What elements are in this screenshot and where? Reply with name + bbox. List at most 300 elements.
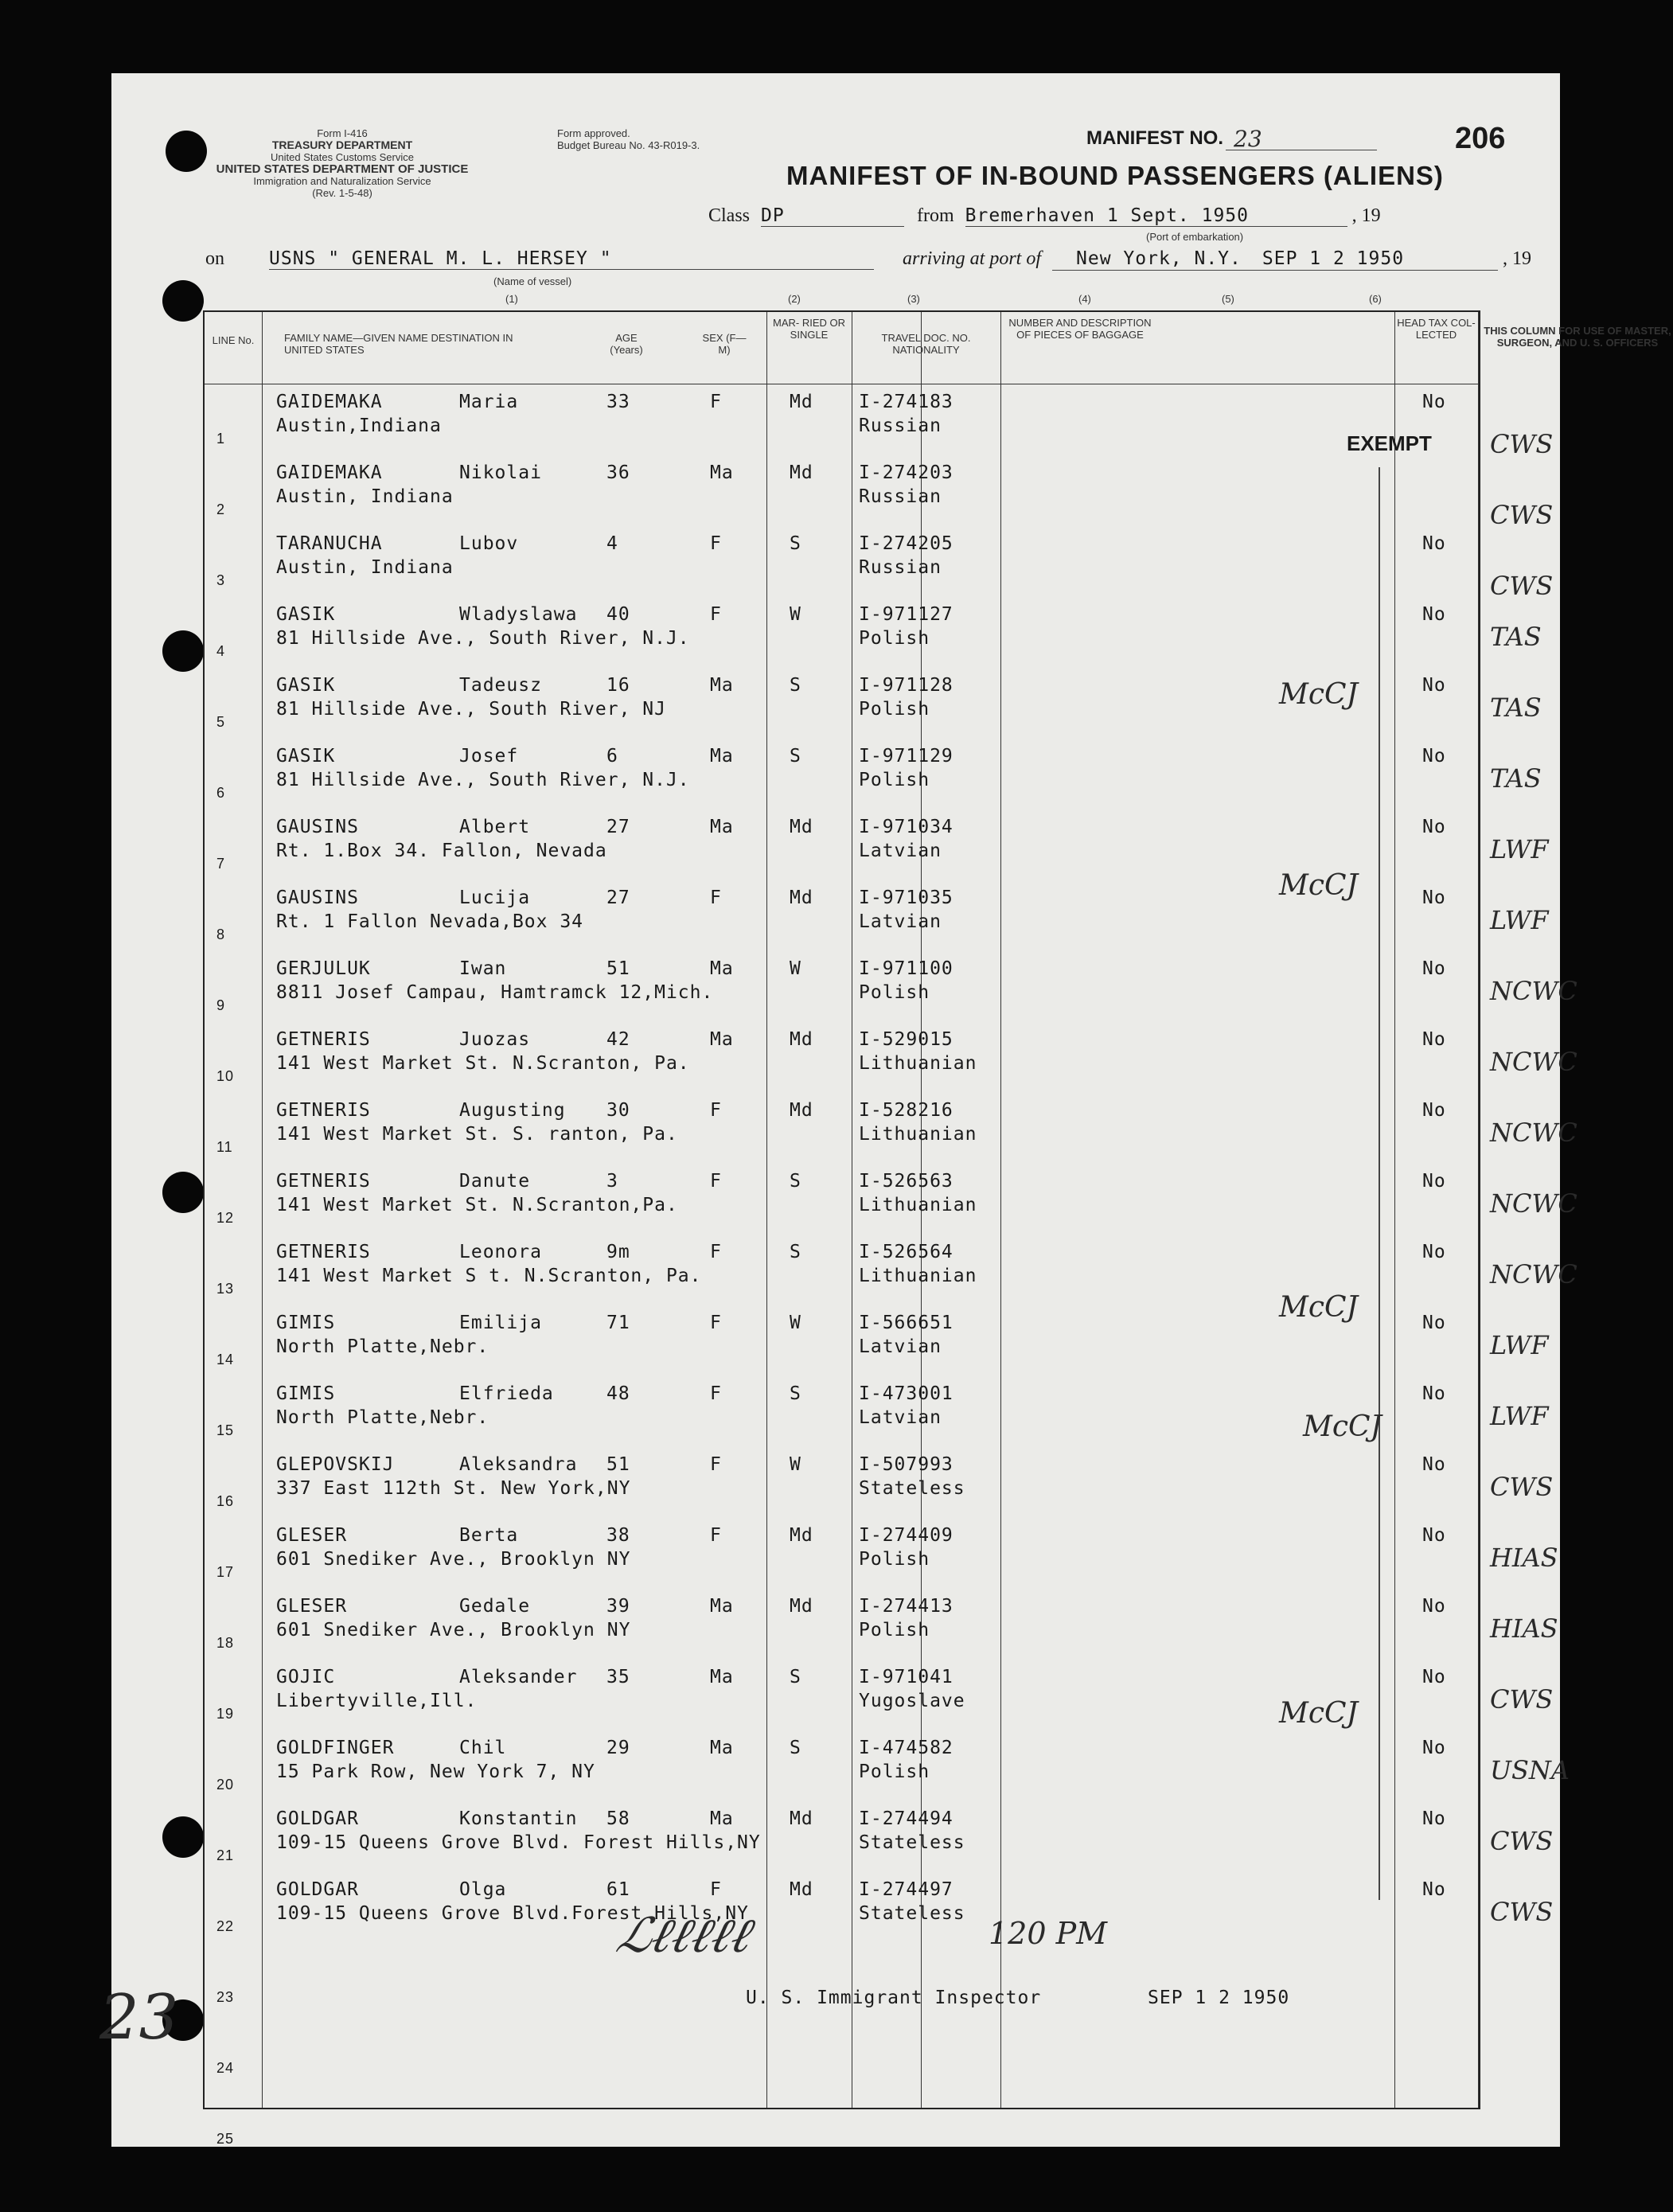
line-number: 19 <box>216 1706 235 1722</box>
agency-note: CWS <box>1490 1897 1554 1927</box>
sex: F <box>710 392 722 412</box>
age: 6 <box>606 746 618 767</box>
agency-note: CWS <box>1490 571 1554 601</box>
agency-note: NCWC <box>1490 1047 1577 1077</box>
age: 33 <box>606 392 630 412</box>
arrival-year-suffix: , 19 <box>1503 248 1532 269</box>
table-row <box>205 2085 1478 2156</box>
exempt-stamp: EXEMPT <box>1347 431 1432 455</box>
marital-status: Md <box>790 1808 813 1829</box>
destination: North Platte,Nebr. <box>276 1407 489 1428</box>
col-header-officers: THIS COLUMN FOR USE OF MASTER, SURGEON, AND U. S. OFFICERS <box>1484 325 1671 349</box>
nationality: Polish <box>859 1549 930 1570</box>
col-number: (4) <box>1078 293 1091 305</box>
age: 30 <box>606 1100 630 1121</box>
given-name: Danute <box>459 1171 531 1192</box>
destination: Austin, Indiana <box>276 557 454 578</box>
travel-doc-number: I-474582 <box>859 1738 953 1758</box>
agency-note: CWS <box>1490 1684 1554 1715</box>
head-tax: No <box>1422 1879 1446 1900</box>
line-number: 4 <box>216 643 226 659</box>
given-name: Albert <box>459 817 531 837</box>
sex: Ma <box>710 1738 734 1758</box>
nationality: Russian <box>859 486 942 507</box>
destination: 15 Park Row, New York 7, NY <box>276 1761 595 1782</box>
marital-status: Md <box>790 1100 813 1121</box>
nationality: Lithuanian <box>859 1053 977 1074</box>
sex: F <box>710 1313 722 1333</box>
sex: Ma <box>710 1596 734 1617</box>
head-tax: No <box>1422 1029 1446 1050</box>
marital-status: Md <box>790 462 813 483</box>
family-name: GIMIS <box>276 1383 336 1404</box>
age: 36 <box>606 462 630 483</box>
nationality: Lithuanian <box>859 1266 977 1286</box>
mccj-note: McCJ <box>1279 1697 1358 1730</box>
sex: Ma <box>710 1808 734 1829</box>
agency-note: NCWC <box>1490 1188 1577 1219</box>
marital-status: W <box>790 1454 801 1475</box>
travel-doc-number: I-566651 <box>859 1313 953 1333</box>
marital-status: S <box>790 1667 801 1687</box>
marital-status: S <box>790 1738 801 1758</box>
travel-doc-number: I-971100 <box>859 958 953 979</box>
table-row <box>205 1094 1577 1165</box>
given-name: Lucija <box>459 888 531 908</box>
head-tax: No <box>1422 1525 1446 1546</box>
family-name: GAIDEMAKA <box>276 392 383 412</box>
destination: Austin,Indiana <box>276 415 442 436</box>
line-number: 23 <box>216 1989 235 2005</box>
given-name: Wladyslawa <box>459 604 578 625</box>
destination: 81 Hillside Ave., South River, N.J. <box>276 628 690 649</box>
line-number: 2 <box>216 501 226 517</box>
destination: 81 Hillside Ave., South River, NJ <box>276 699 666 720</box>
destination: 337 East 112th St. New York,NY <box>276 1478 631 1499</box>
travel-doc-number: I-971041 <box>859 1667 953 1687</box>
port-embark-label: (Port of embarkation) <box>1146 231 1244 243</box>
given-name: Tadeusz <box>459 675 542 696</box>
travel-doc-number: I-971129 <box>859 746 953 767</box>
table-row <box>205 1165 1577 1235</box>
age: 71 <box>606 1313 630 1333</box>
col-number: (3) <box>907 293 920 305</box>
marital-status: Md <box>790 1596 813 1617</box>
table-row <box>205 2015 1478 2085</box>
marital-status: Md <box>790 1879 813 1900</box>
family-name: GAIDEMAKA <box>276 462 383 483</box>
manifest-number-value: 23 <box>1234 126 1262 152</box>
sex: F <box>710 533 722 554</box>
travel-doc-number: I-526564 <box>859 1242 953 1262</box>
head-tax: No <box>1422 392 1446 412</box>
head-tax: No <box>1422 1667 1446 1687</box>
ins-service: Immigration and Naturalization Service <box>253 175 431 187</box>
agency-note: HIAS <box>1490 1613 1558 1644</box>
line-number: 13 <box>216 1281 235 1297</box>
table-row <box>205 598 1542 669</box>
given-name: Konstantin <box>459 1808 578 1829</box>
arriving-label: arriving at port of <box>903 248 1042 269</box>
given-name: Juozas <box>459 1029 531 1050</box>
family-name: GASIK <box>276 604 336 625</box>
line-number: 18 <box>216 1635 235 1651</box>
sex: F <box>710 1383 722 1404</box>
travel-doc-number: I-274205 <box>859 533 953 554</box>
family-name: GASIK <box>276 746 336 767</box>
head-tax: No <box>1422 533 1446 554</box>
sex: Ma <box>710 746 734 767</box>
age: 51 <box>606 1454 630 1475</box>
sex: Ma <box>710 958 734 979</box>
age: 42 <box>606 1029 630 1050</box>
manifest-number-field <box>1226 126 1377 150</box>
class-label: Class <box>708 205 751 226</box>
from-value: Bremerhaven 1 Sept. 1950 <box>965 205 1347 227</box>
marital-status: S <box>790 746 801 767</box>
destination: 141 West Market St. S. ranton, Pa. <box>276 1124 678 1145</box>
destination: 141 West Market St. N.Scranton,Pa. <box>276 1195 678 1215</box>
budget-bureau-text: Budget Bureau No. 43-R019-3. <box>557 139 700 151</box>
family-name: GOLDFINGER <box>276 1738 395 1758</box>
table-row <box>205 1873 1554 1944</box>
vessel-label: (Name of vessel) <box>493 275 572 287</box>
sex: F <box>710 1242 722 1262</box>
manifest-number-label: MANIFEST NO. <box>1086 127 1223 149</box>
family-name: GLESER <box>276 1596 348 1617</box>
head-tax: No <box>1422 1383 1446 1404</box>
nationality: Stateless <box>859 1832 965 1853</box>
marital-status: S <box>790 675 801 696</box>
age: 9m <box>606 1242 630 1262</box>
year-suffix: , 19 <box>1351 205 1381 226</box>
line-number: 12 <box>216 1210 235 1226</box>
vessel-line <box>205 248 1531 271</box>
family-name: GETNERIS <box>276 1100 371 1121</box>
time-note: 120 PM <box>989 1916 1108 1951</box>
sex: F <box>710 604 722 625</box>
sex: F <box>710 1879 722 1900</box>
arrival-port: New York, N.Y. <box>1076 248 1242 269</box>
line-number: 9 <box>216 997 226 1013</box>
line-number: 6 <box>216 785 226 801</box>
sex: Ma <box>710 462 734 483</box>
head-tax: No <box>1422 1454 1446 1475</box>
agency-note: USNA <box>1490 1755 1570 1785</box>
destination: Rt. 1 Fallon Nevada,Box 34 <box>276 911 584 932</box>
head-tax: No <box>1422 1738 1446 1758</box>
table-row <box>205 1023 1577 1094</box>
agency-note: CWS <box>1490 1472 1554 1502</box>
inspector-date-stamp: SEP 1 2 1950 <box>1148 1988 1290 2008</box>
given-name: Olga <box>459 1879 507 1900</box>
travel-doc-number: I-274183 <box>859 392 953 412</box>
travel-doc-number: I-507993 <box>859 1454 953 1475</box>
line-number: 3 <box>216 572 226 588</box>
head-tax: No <box>1422 1313 1446 1333</box>
given-name: Aleksander <box>459 1667 578 1687</box>
col-header-line: LINE No. <box>212 334 255 346</box>
sex: F <box>710 1454 722 1475</box>
family-name: GASIK <box>276 675 336 696</box>
class-line <box>708 205 1381 227</box>
table-row <box>205 1377 1549 1448</box>
family-name: GLESER <box>276 1525 348 1546</box>
binder-hole <box>162 1816 204 1858</box>
mccj-note: McCJ <box>1303 1410 1382 1443</box>
marital-status: W <box>790 958 801 979</box>
destination: 601 Snediker Ave., Brooklyn NY <box>276 1620 631 1640</box>
agency-note: TAS <box>1490 763 1542 794</box>
line-number: 5 <box>216 714 226 730</box>
sex: F <box>710 1100 722 1121</box>
given-name: Emilija <box>459 1313 542 1333</box>
form-dept-block <box>199 127 486 199</box>
family-name: GERJULUK <box>276 958 371 979</box>
age: 29 <box>606 1738 630 1758</box>
inspector-signature: ℒℓℓℓℓℓ <box>610 1908 760 1964</box>
col-header-sex: SEX (F—M) <box>702 332 747 356</box>
marital-status: Md <box>790 392 813 412</box>
nationality: Latvian <box>859 1407 942 1428</box>
age: 39 <box>606 1596 630 1617</box>
line-number: 25 <box>216 2131 235 2147</box>
destination: Libertyville,Ill. <box>276 1691 478 1711</box>
destination: North Platte,Nebr. <box>276 1336 489 1357</box>
agency-note: NCWC <box>1490 1118 1577 1148</box>
line-number: 8 <box>216 927 226 942</box>
col-number: (5) <box>1222 293 1234 305</box>
marital-status: S <box>790 1242 801 1262</box>
travel-doc-number: I-274203 <box>859 462 953 483</box>
family-name: GETNERIS <box>276 1171 371 1192</box>
agency-note: LWF <box>1490 1330 1549 1360</box>
head-tax: No <box>1422 958 1446 979</box>
travel-doc-number: I-473001 <box>859 1383 953 1404</box>
line-number: 1 <box>216 431 226 447</box>
table-row <box>205 739 1542 810</box>
form-number: Form I-416 <box>317 127 368 139</box>
mccj-note: McCJ <box>1279 869 1358 902</box>
travel-doc-number: I-971128 <box>859 675 953 696</box>
class-value: DP <box>761 205 904 227</box>
sex: Ma <box>710 1029 734 1050</box>
age: 27 <box>606 817 630 837</box>
age: 27 <box>606 888 630 908</box>
nationality: Latvian <box>859 841 942 861</box>
col-number: (1) <box>505 293 518 305</box>
line-number: 16 <box>216 1493 235 1509</box>
manifest-title: MANIFEST OF IN-BOUND PASSENGERS (ALIENS) <box>786 161 1444 190</box>
marital-status: S <box>790 1383 801 1404</box>
binder-hole <box>162 1172 204 1213</box>
travel-doc-number: I-971127 <box>859 604 953 625</box>
family-name: GETNERIS <box>276 1242 371 1262</box>
family-name: TARANUCHA <box>276 533 383 554</box>
nationality: Latvian <box>859 911 942 932</box>
line-number: 11 <box>216 1139 233 1155</box>
marital-status: Md <box>790 1525 813 1546</box>
given-name: Leonora <box>459 1242 542 1262</box>
age: 38 <box>606 1525 630 1546</box>
sex: Ma <box>710 817 734 837</box>
travel-doc-number: I-526563 <box>859 1171 953 1192</box>
nationality: Russian <box>859 415 942 436</box>
travel-doc-number: I-971034 <box>859 817 953 837</box>
head-tax: No <box>1422 604 1446 625</box>
marital-status: W <box>790 1313 801 1333</box>
line-number: 10 <box>216 1068 235 1084</box>
line-number: 22 <box>216 1918 235 1934</box>
given-name: Lubov <box>459 533 519 554</box>
sex: Ma <box>710 675 734 696</box>
sex: F <box>710 1171 722 1192</box>
col-number: (6) <box>1369 293 1382 305</box>
age: 3 <box>606 1171 618 1192</box>
head-tax: No <box>1422 1808 1446 1829</box>
table-row <box>205 1731 1570 1802</box>
approval-text: Form approved. <box>557 127 630 139</box>
justice-dept: UNITED STATES DEPARTMENT OF JUSTICE <box>216 162 469 176</box>
table-row <box>205 1590 1558 1660</box>
agency-note: NCWC <box>1490 1259 1577 1289</box>
family-name: GETNERIS <box>276 1029 371 1050</box>
given-name: Maria <box>459 392 519 412</box>
head-tax: No <box>1422 1242 1446 1262</box>
agency-note: CWS <box>1490 429 1554 459</box>
line-number: 7 <box>216 856 226 872</box>
family-name: GOJIC <box>276 1667 336 1687</box>
travel-doc-number: I-971035 <box>859 888 953 908</box>
customs-service: United States Customs Service <box>271 151 414 163</box>
agency-note: NCWC <box>1490 976 1577 1006</box>
nationality: Polish <box>859 770 930 790</box>
age: 40 <box>606 604 630 625</box>
nationality: Latvian <box>859 1336 942 1357</box>
travel-doc-number: I-274409 <box>859 1525 953 1546</box>
table-row <box>205 952 1577 1023</box>
table-row <box>205 1519 1558 1590</box>
family-name: GOLDGAR <box>276 1808 359 1829</box>
marital-status: W <box>790 604 801 625</box>
head-tax: No <box>1422 1171 1446 1192</box>
head-tax: No <box>1422 1100 1446 1121</box>
age: 4 <box>606 533 618 554</box>
on-label: on <box>205 248 224 269</box>
agency-note: CWS <box>1490 500 1554 530</box>
sex: F <box>710 1525 722 1546</box>
given-name: Aleksandra <box>459 1454 578 1475</box>
mccj-note: McCJ <box>1279 1291 1358 1324</box>
table-row <box>205 456 1554 530</box>
travel-doc-number: I-528216 <box>859 1100 953 1121</box>
age: 16 <box>606 675 630 696</box>
nationality: Polish <box>859 982 930 1003</box>
line-number: 15 <box>216 1422 235 1438</box>
mccj-note: McCJ <box>1279 678 1358 711</box>
col-header-married: MAR- RIED OR SINGLE <box>773 317 845 341</box>
marital-status: Md <box>790 888 813 908</box>
treasury-dept: TREASURY DEPARTMENT <box>271 138 413 151</box>
nationality: Polish <box>859 1761 930 1782</box>
head-tax: No <box>1422 888 1446 908</box>
agency-note: CWS <box>1490 1826 1554 1856</box>
given-name: Berta <box>459 1525 519 1546</box>
page-number: 206 <box>1455 122 1506 155</box>
travel-doc-number: I-274413 <box>859 1596 953 1617</box>
form-revision: (Rev. 1-5-48) <box>312 187 372 199</box>
nationality: Stateless <box>859 1478 965 1499</box>
nationality: Polish <box>859 628 930 649</box>
col-number: (2) <box>788 293 801 305</box>
line-number: 24 <box>216 2060 235 2076</box>
destination: Rt. 1.Box 34. Fallon, Nevada <box>276 841 607 861</box>
nationality: Polish <box>859 1620 930 1640</box>
nationality: Lithuanian <box>859 1195 977 1215</box>
age: 58 <box>606 1808 630 1829</box>
binder-hole <box>162 280 204 322</box>
destination: 141 West Market S t. N.Scranton, Pa. <box>276 1266 702 1286</box>
table-row <box>205 1448 1554 1519</box>
line-number: 20 <box>216 1777 235 1793</box>
family-name: GLEPOVSKIJ <box>276 1454 395 1475</box>
given-name: Gedale <box>459 1596 531 1617</box>
line-number: 14 <box>216 1352 235 1367</box>
marital-status: S <box>790 1171 801 1192</box>
margin-number: 23 <box>99 1982 179 2054</box>
agency-note: LWF <box>1490 905 1549 935</box>
arrival-date: SEP 1 2 1950 <box>1262 248 1405 269</box>
col-header-baggage: NUMBER AND DESCRIPTION OF PIECES OF BAGGAGE <box>1008 317 1152 341</box>
agency-note: LWF <box>1490 834 1549 864</box>
table-row <box>205 1802 1554 1873</box>
agency-note: TAS <box>1490 692 1542 723</box>
marital-status: Md <box>790 817 813 837</box>
col-header-travel: TRAVEL DOC. NO. NATIONALITY <box>881 332 971 356</box>
col-header-age: AGE (Years) <box>610 332 643 356</box>
passenger-table <box>203 310 1671 2147</box>
age: 35 <box>606 1667 630 1687</box>
travel-doc-number: I-274494 <box>859 1808 953 1829</box>
form-approval <box>557 127 700 151</box>
head-tax: No <box>1422 1596 1446 1617</box>
family-name: GOLDGAR <box>276 1879 359 1900</box>
col-header-headtax: HEAD TAX COL- LECTED <box>1397 317 1476 341</box>
travel-doc-number: I-274497 <box>859 1879 953 1900</box>
inspector-label: U. S. Immigrant Inspector <box>746 1988 1042 2008</box>
nationality: Russian <box>859 557 942 578</box>
line-number: 21 <box>216 1847 235 1863</box>
age: 51 <box>606 958 630 979</box>
travel-doc-number: I-529015 <box>859 1029 953 1050</box>
binder-hole <box>162 630 204 672</box>
given-name: Augusting <box>459 1100 566 1121</box>
agency-note: LWF <box>1490 1401 1549 1431</box>
marital-status: S <box>790 533 801 554</box>
marital-status: Md <box>790 1029 813 1050</box>
head-tax: No <box>1422 817 1446 837</box>
destination: Austin, Indiana <box>276 486 454 507</box>
given-name: Elfrieda <box>459 1383 554 1404</box>
destination: 81 Hillside Ave., South River, N.J. <box>276 770 690 790</box>
sex: Ma <box>710 1667 734 1687</box>
head-tax: No <box>1422 746 1446 767</box>
family-name: GAUSINS <box>276 817 359 837</box>
col-header-name: FAMILY NAME—GIVEN NAME DESTINATION IN UNITED STATES <box>284 332 513 356</box>
destination: 109-15 Queens Grove Blvd. Forest Hills,NY <box>276 1832 761 1853</box>
age: 61 <box>606 1879 630 1900</box>
nationality: Stateless <box>859 1903 965 1924</box>
